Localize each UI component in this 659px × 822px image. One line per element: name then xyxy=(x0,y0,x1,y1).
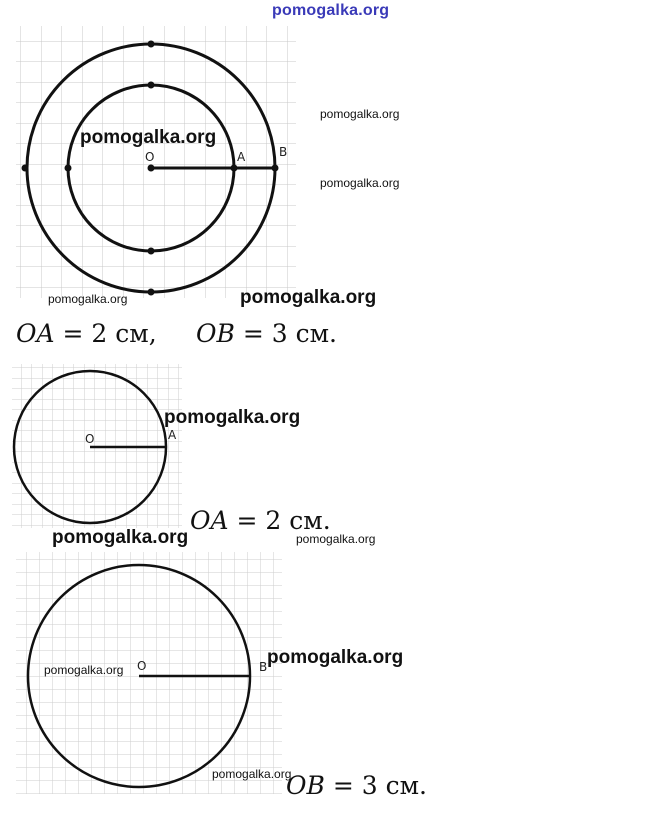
figure3-equation-lhs: OB xyxy=(286,771,325,800)
figure1-right-watermark-1: pomogalka.org xyxy=(320,107,400,121)
figure2-equation-rhs: = 2 см. xyxy=(236,506,331,535)
figure3-label-o: O xyxy=(137,659,147,673)
figure1-center-watermark: pomogalka.org xyxy=(80,127,217,148)
figure1-equation-oa xyxy=(16,319,157,348)
figure1-point-outer-top xyxy=(148,41,155,48)
top-watermark: pomogalka.org xyxy=(272,2,390,19)
figure3-right-watermark: pomogalka.org xyxy=(267,647,404,668)
figure1-point-inner-left xyxy=(65,165,72,172)
figure1-point-inner-bottom xyxy=(148,248,155,255)
figure1-point-outer-bottom xyxy=(148,289,155,296)
figure1-point-a xyxy=(231,165,238,172)
figure2-equation-lhs: OA xyxy=(190,506,229,535)
figure1-point-inner-top xyxy=(148,82,155,89)
figure2-equation xyxy=(190,506,331,535)
figure3-equation xyxy=(286,771,427,800)
figure1-bottom-right-watermark: pomogalka.org xyxy=(240,287,377,308)
figure1-point-outer-left xyxy=(22,165,29,172)
figure1-point-o xyxy=(148,165,155,172)
figure3-left-watermark: pomogalka.org xyxy=(44,663,124,677)
figure1-equation-oa-lhs: OA xyxy=(16,319,55,348)
figure3-label-b: B xyxy=(259,660,268,674)
figure3-bottom-watermark: pomogalka.org xyxy=(212,767,292,781)
figure1-bottom-left-watermark: pomogalka.org xyxy=(48,292,128,306)
figure1-label-o: O xyxy=(145,150,155,164)
figure2-label-o: O xyxy=(85,432,95,446)
figure1-equation-ob-lhs: OB xyxy=(196,319,235,348)
figure1-label-b: B xyxy=(279,145,288,159)
figure2-label-a: A xyxy=(168,428,177,442)
figure2-bottom-left-watermark: pomogalka.org xyxy=(52,527,189,548)
figure2-drawing xyxy=(0,360,200,532)
figure1-equation-ob xyxy=(196,319,337,348)
figure1-drawing xyxy=(0,22,310,302)
figure1-equation-oa-rhs: = 2 см, xyxy=(62,319,157,348)
figure1-point-b xyxy=(272,165,279,172)
figure3-equation-rhs: = 3 см. xyxy=(332,771,427,800)
figure2-right-watermark: pomogalka.org xyxy=(164,407,301,428)
figure1-grid xyxy=(16,26,296,298)
figure1-equation-ob-rhs: = 3 см. xyxy=(242,319,337,348)
figure1-label-a: A xyxy=(237,150,246,164)
figure2-bottom-right-watermark: pomogalka.org xyxy=(296,532,376,546)
figure1-right-watermark-2: pomogalka.org xyxy=(320,176,400,190)
